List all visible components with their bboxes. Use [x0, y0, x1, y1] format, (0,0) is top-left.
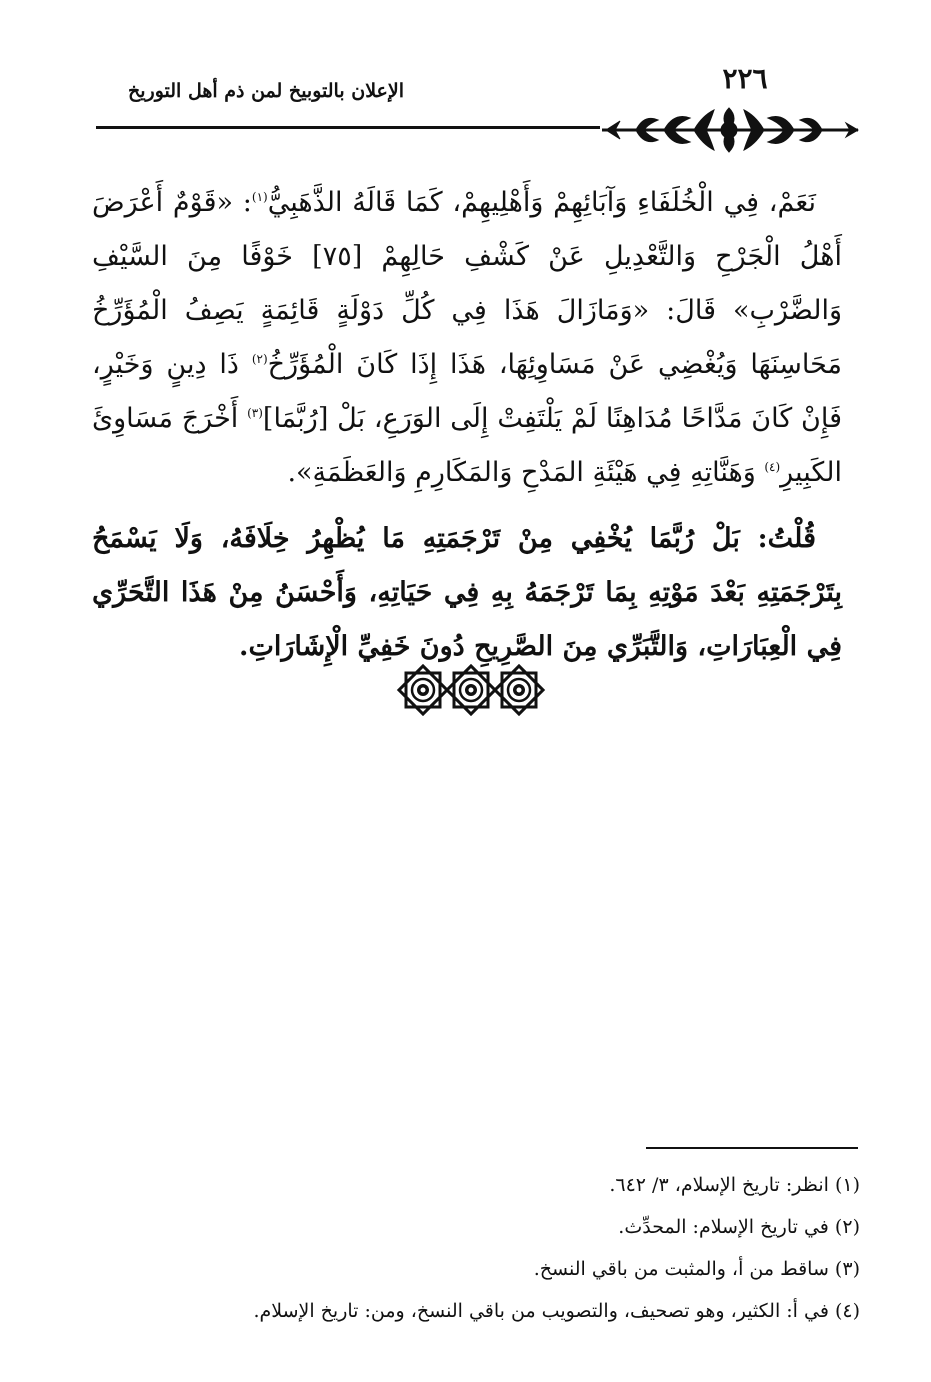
paragraph-1-part-2: : «قَوْمٌ أَعْرَضَ أَهْلُ الْجَرْحِ وَالتَّعْدِيلِ عَنْ كَشْفِ حَالِهِمْ [٧٥] خَوْفًا مِنَ السَّيْفِ وَالضَّرْبِ» قَالَ: «وَمَازَالَ هَذَا فِي كُلِّ دَوْلَةٍ قَائِمَةٍ يَصِفُ الْمُؤَرِّخُ مَحَاسِنَهَا وَيُغْضِي عَنْ مَسَاوِئِهَا، هَذَا إِذَا كَانَ الْمُؤَرِّخُ — [92, 187, 842, 380]
footnotes — [150, 1164, 860, 1332]
paragraph-1-part-5: وَهَنَّاتِهِ فِي هَيْئَةِ المَدْحِ وَالمَكَارِمِ وَالعَظَمَةِ». — [287, 457, 765, 488]
footnote-1: (١) انظر: تاريخ الإسلام، ٣/ ٦٤٢. — [609, 1174, 860, 1196]
footnote-4: (٤) في أ: الكثير، وهو تصحيف، والتصويب من باقي النسخ، ومن: تاريخ الإسلام. — [253, 1300, 860, 1322]
three-rosettes-ornament-icon — [396, 664, 546, 716]
footnote-2: (٢) في تاريخ الإسلام: المحدِّث. — [618, 1216, 860, 1238]
page-number: ٢٢٦ — [722, 62, 768, 95]
paragraph-quote — [92, 176, 842, 500]
paragraph-1-part-1: نَعَمْ، فِي الْخُلَفَاءِ وَآبَائِهِمْ وَأَهْلِيهِمْ، كَمَا قَالَهُ الذَّهَبِيُّ — [267, 187, 816, 218]
footnote-ref-4: (٤) — [764, 460, 781, 474]
paragraph-1-part-3: ذَا دِينٍ وَخَيْرٍ، فَإِنْ كَانَ مَدَّاحًا مُدَاهِنًا لَمْ يَلْتَفِتْ إِلَى الوَرَعِ، بَلْ [رُبَّمَا] — [92, 349, 842, 434]
running-title: الإعلان بالتوبيخ لمن ذم أهل التوريخ — [127, 80, 404, 102]
paragraph-comment: قُلْتُ: بَلْ رُبَّمَا يُخْفِي مِنْ تَرْجَمَتِهِ مَا يُظْهِرُ خِلَافَهُ، وَلَا يَسْمَحُ بِتَرْجَمَتِهِ بَعْدَ مَوْتِهِ بِمَا تَرْجَمَهُ بِهِ فِي حَيَاتِهِ، وَأَحْسَنُ مِنْ هَذَا التَّحَرِّي فِي الْعِبَارَاتِ، وَالتَّبَرِّي مِنَ الصَّرِيحِ دُونَ خَفِيِّ الْإِشَارَاتِ. — [92, 523, 842, 662]
floral-vine-ornament-icon — [596, 104, 862, 156]
header-rule — [96, 126, 600, 129]
footnote-ref-1: (١) — [251, 190, 268, 204]
paragraph-1-part-4: أَخْرَجَ مَسَاوِئَ الكَبِيرِ — [92, 403, 842, 488]
footnote-separator — [646, 1147, 858, 1149]
main-text — [92, 176, 842, 674]
footnote-ref-2: (٢) — [251, 352, 268, 366]
footnote-3: (٣) ساقط من أ، والمثبت من باقي النسخ. — [533, 1258, 860, 1280]
footnote-ref-3: (٣) — [247, 406, 263, 420]
